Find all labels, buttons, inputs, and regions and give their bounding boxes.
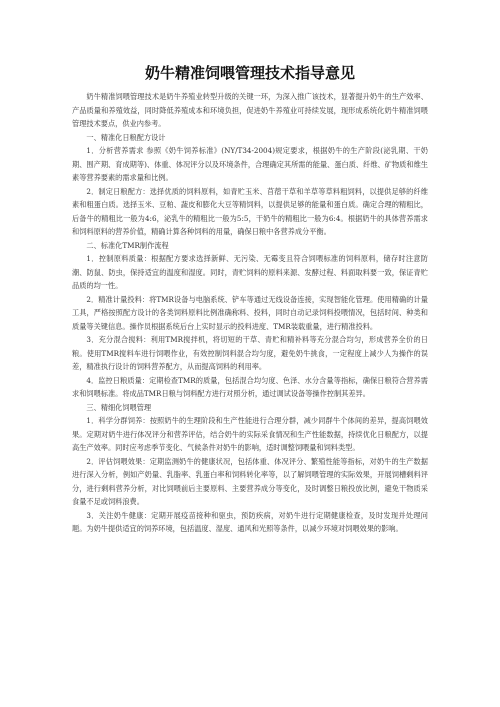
section-heading-3: 三、精细化饲喂管理 (86, 402, 152, 412)
intro-paragraph: 奶牛精准饲喂管理技术是奶牛养殖业转型升级的关键一环，为深入推广该技术，显著提升奶牛的生产效率、产品质量和养殖效益，同时降低养殖成本和环境负担，促进奶牛养殖业可持续发展，现形成系统化奶牛精准饲喂管理技术要点，供业内参考。 (72, 92, 428, 128)
section-3-item-2: 2．评估饲喂效果：定期监测奶牛的健康状况，包括体重、体况评分、繁殖性能等指标，对奶牛的生产数据进行深入分析，例如产奶量、乳脂率、乳蛋白率和饲料转化率等，以了解饲喂管理的实际效果，开展饲槽剩料评分，进行剩料营养分析，对比饲喂前后主要原料、主要营养成分等变化，及时调整日粮投放比例，避免干物质采食量不足或饲料浪费。 (72, 456, 428, 506)
section-heading-2: 二、标准化TMR制作流程 (86, 240, 169, 250)
section-2-item-1: 1．控制原料质量：根据配方要求选择新鲜、无污染、无霉变且符合饲喂标准的饲料原料，储存时注意防潮、防鼠、防虫，保持适宜的温度和湿度。同时，青贮饲料的原料来源、发酵过程、料面取料要一致，保证青贮品质的均一性。 (72, 254, 428, 290)
document-title: 奶牛精准饲喂管理技术指导意见 (144, 64, 355, 82)
section-3-item-3: 3．关注奶牛健康：定期开展疫苗接种和驱虫，预防疾病，对奶牛进行定期健康检查，及时发现并处理问题。为奶牛提供适宜的饲养环境，包括温度、湿度、通风和光照等条件，以减少环境对饲喂效果的影响。 (72, 510, 428, 533)
section-2-item-4: 4．监控日粮质量：定期检查TMR的质量，包括混合均匀度、色泽、水分含量等指标，确保日粮符合营养需求和饲喂标准。将成品TMR日粮与饲料配方进行对照分析，通过调试设备等操作控制其差异。 (72, 375, 428, 398)
section-1-item-2: 2．制定日粮配方：选择优质的饲料原料，如青贮玉米、苜蓿干草和羊草等草料粗饲料，以提供足够的纤维素和粗蛋白质。选择玉米、豆粕、蔬皮和膨化大豆等精饲料，以提供足够的能量和蛋白质。确定合理的精粗比，后备牛的精粗比一般为4:6，泌乳牛的精粗比一般为5:5，干奶牛的精粗比一般为6:4。根据奶牛的具体营养需求和饲料原料的营养价值，精确计算各种饲料的用量，确保日粮中各营养成分平衡。 (72, 186, 428, 236)
section-3-item-1: 1．科学分群饲养：按照奶牛的生理阶段和生产性能进行合理分群，减少同群牛个体间的差异，提高饲喂效果。定期对奶牛进行体况评分和营养评估，结合奶牛的实际采食情况和生产性能数据，持续优化日粮配方，以提高生产效率。同时应考虑季节变化、气候条件对奶牛的影响，适时调整饲喂量和饲料类型。 (72, 416, 428, 452)
section-2-item-2: 2．精准计量投料：将TMR设备与电脑系统、铲车等通过无线设备连接，实现智能化管理。使用精确的计量工具，严格按照配方设计的各类饲料原料比例准确称料、投料，同时自动记录饲料投喂情况，包括时间、种类和质量等关键信息。操作员根据系统后台上实时显示的投料进度、TMR装载重量，进行精准投料。 (72, 294, 428, 331)
section-2-item-3: 3．充分混合搅料：利用TMR搅拌机，将切短的干草、青贮和精补料等充分混合均匀，形成营养全价的日粮。使用TMR搅料车进行饲喂作业，有效控制饲料混合均匀度，避免奶牛挑食，一定程度上减少人为操作的误差，精准执行设计的饲料营养配方，从而提高饲料的利用率。 (72, 335, 428, 371)
section-heading-1: 一、精准化日粮配方设计 (86, 132, 166, 142)
section-1-item-1: 1．分析营养需求 参照《奶牛饲养标准》(NY/T34-2004)规定要求，根据奶牛的生产阶段(泌乳期、干奶期、围产期、育成期等)、体重、体况评分以及环境条件，合理确定其所需的能量、蛋白质、纤维、矿物质和维生素等营养要素的需求量和比例。 (72, 146, 428, 182)
